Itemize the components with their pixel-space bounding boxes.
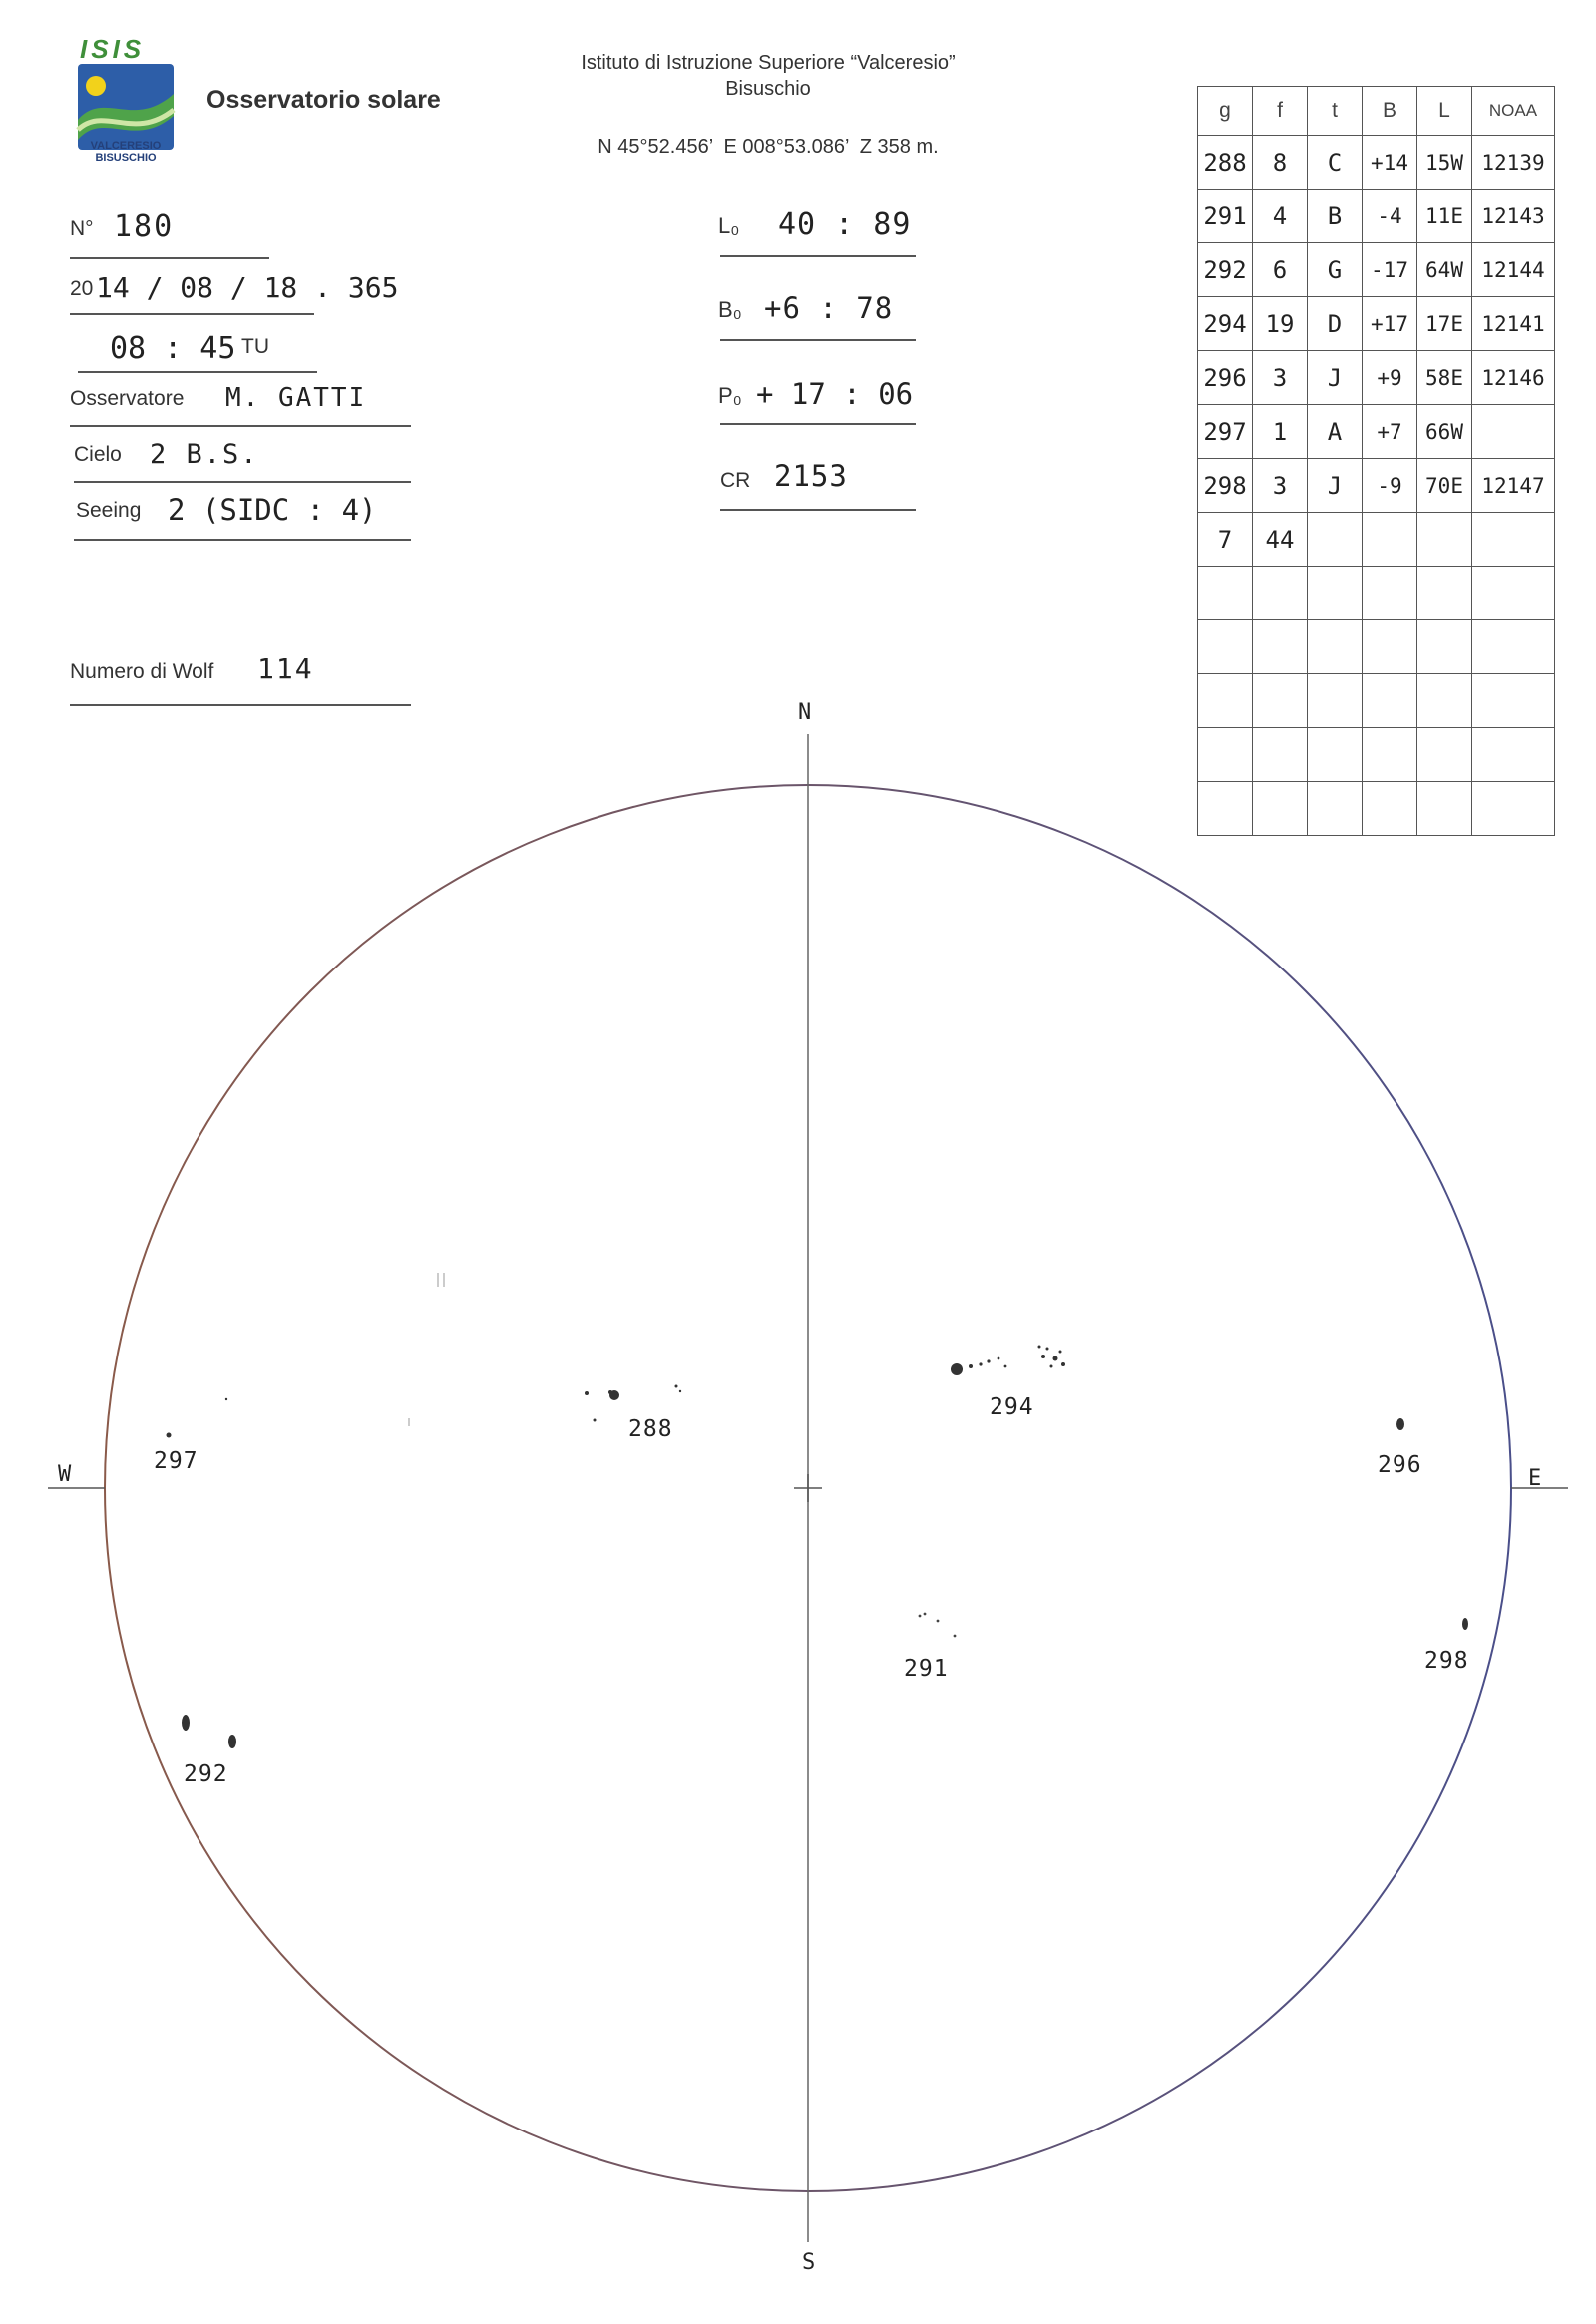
- time-value: 08 : 45: [110, 331, 236, 366]
- cell-g: 298: [1198, 459, 1253, 513]
- header-f: f: [1253, 87, 1308, 136]
- b0-value: +6 : 78: [764, 291, 894, 325]
- b0-label: B₀: [718, 297, 742, 322]
- observatory-title: Osservatorio solare: [206, 86, 441, 114]
- cell-b: +17: [1363, 297, 1417, 351]
- cell-t: C: [1308, 136, 1363, 190]
- cell-l: 17E: [1417, 297, 1472, 351]
- logo-line-bisuschio: BISUSCHIO: [95, 152, 157, 164]
- cell-noaa: 12147: [1472, 459, 1555, 513]
- cell-l: 70E: [1417, 459, 1472, 513]
- group-294-spots: [951, 1346, 1065, 1376]
- header-noaa: NOAA: [1472, 87, 1555, 136]
- cell-l: 66W: [1417, 405, 1472, 459]
- cell-l: 15W: [1417, 136, 1472, 190]
- p0-value: + 17 : 06: [756, 377, 914, 411]
- north-label: N: [798, 700, 814, 725]
- cr-label: CR: [720, 469, 751, 492]
- east-label: E: [1528, 1466, 1544, 1491]
- date-prefix: 20: [70, 277, 94, 300]
- cell-g: 294: [1198, 297, 1253, 351]
- cell-f: 3: [1253, 351, 1308, 405]
- group-297-spots: [167, 1398, 228, 1438]
- cell-noaa: 12139: [1472, 136, 1555, 190]
- logo-line-valceresio: VALCERESIO: [90, 140, 162, 152]
- p0-label: P₀: [718, 383, 742, 408]
- cell-b: +7: [1363, 405, 1417, 459]
- group-292-spots: [182, 1715, 236, 1748]
- cell-f: 6: [1253, 243, 1308, 297]
- header-l: L: [1417, 87, 1472, 136]
- wolf-label: Numero di Wolf: [70, 660, 214, 683]
- cell-f: 8: [1253, 136, 1308, 190]
- cell-b: -17: [1363, 243, 1417, 297]
- faculae-marks: [409, 1273, 444, 1426]
- group-label-298: 298: [1424, 1648, 1469, 1674]
- cell-b: -9: [1363, 459, 1417, 513]
- cell-l: 64W: [1417, 243, 1472, 297]
- cell-t: B: [1308, 190, 1363, 243]
- cell-g: 7: [1198, 513, 1253, 567]
- date-value: 14 / 08 / 18 . 365: [96, 271, 399, 304]
- cell-g: 291: [1198, 190, 1253, 243]
- cell-b: +14: [1363, 136, 1417, 190]
- group-298-spots: [1462, 1618, 1468, 1630]
- cell-noaa: 12144: [1472, 243, 1555, 297]
- cell-t: A: [1308, 405, 1363, 459]
- cell-f: 4: [1253, 190, 1308, 243]
- number-label: N°: [70, 217, 94, 240]
- group-label-291: 291: [904, 1656, 949, 1682]
- cell-g: 288: [1198, 136, 1253, 190]
- cell-l: 58E: [1417, 351, 1472, 405]
- header-t: t: [1308, 87, 1363, 136]
- wolf-value: 114: [257, 652, 314, 685]
- number-value: 180: [114, 209, 175, 244]
- group-296-spots: [1396, 1418, 1404, 1430]
- seeing-label: Seeing: [76, 499, 142, 522]
- cell-g: 297: [1198, 405, 1253, 459]
- cr-value: 2153: [774, 459, 848, 493]
- cell-t: J: [1308, 351, 1363, 405]
- site-coordinates: N 45°52.456’ E 008°53.086’ Z 358 m.: [598, 136, 939, 158]
- west-label: W: [58, 1462, 74, 1487]
- cell-noaa: 12146: [1472, 351, 1555, 405]
- cell-g: 296: [1198, 351, 1253, 405]
- cell-t: G: [1308, 243, 1363, 297]
- institute-town: Bisuschio: [725, 78, 811, 100]
- group-label-292: 292: [184, 1761, 228, 1787]
- cell-b: -4: [1363, 190, 1417, 243]
- seeing-value: 2 (SIDC : 4): [168, 493, 377, 527]
- cell-t: J: [1308, 459, 1363, 513]
- sky-label: Cielo: [74, 443, 122, 466]
- institute-name: Istituto di Istruzione Superiore “Valceresio”: [581, 52, 956, 74]
- l0-value: 40 : 89: [778, 207, 912, 242]
- group-label-296: 296: [1378, 1452, 1422, 1478]
- cell-g: 292: [1198, 243, 1253, 297]
- cell-f: 3: [1253, 459, 1308, 513]
- time-unit: TU: [241, 335, 269, 358]
- group-291-spots: [919, 1613, 957, 1638]
- group-label-288: 288: [628, 1416, 673, 1442]
- cell-f: 44: [1253, 513, 1308, 567]
- south-label: S: [802, 2250, 818, 2275]
- header-b: B: [1363, 87, 1417, 136]
- cell-noaa: 12141: [1472, 297, 1555, 351]
- observer-label: Osservatore: [70, 387, 185, 410]
- cell-f: 1: [1253, 405, 1308, 459]
- group-label-297: 297: [154, 1448, 199, 1474]
- header-g: g: [1198, 87, 1253, 136]
- cell-noaa: 12143: [1472, 190, 1555, 243]
- sky-value: 2 B.S.: [150, 439, 259, 470]
- cell-f: 19: [1253, 297, 1308, 351]
- cell-t: D: [1308, 297, 1363, 351]
- observer-value: M. GATTI: [225, 383, 367, 413]
- cell-l: 11E: [1417, 190, 1472, 243]
- l0-label: L₀: [718, 213, 740, 238]
- logo-isis-text: ISIS: [80, 34, 146, 64]
- cell-b: +9: [1363, 351, 1417, 405]
- group-label-294: 294: [990, 1394, 1034, 1420]
